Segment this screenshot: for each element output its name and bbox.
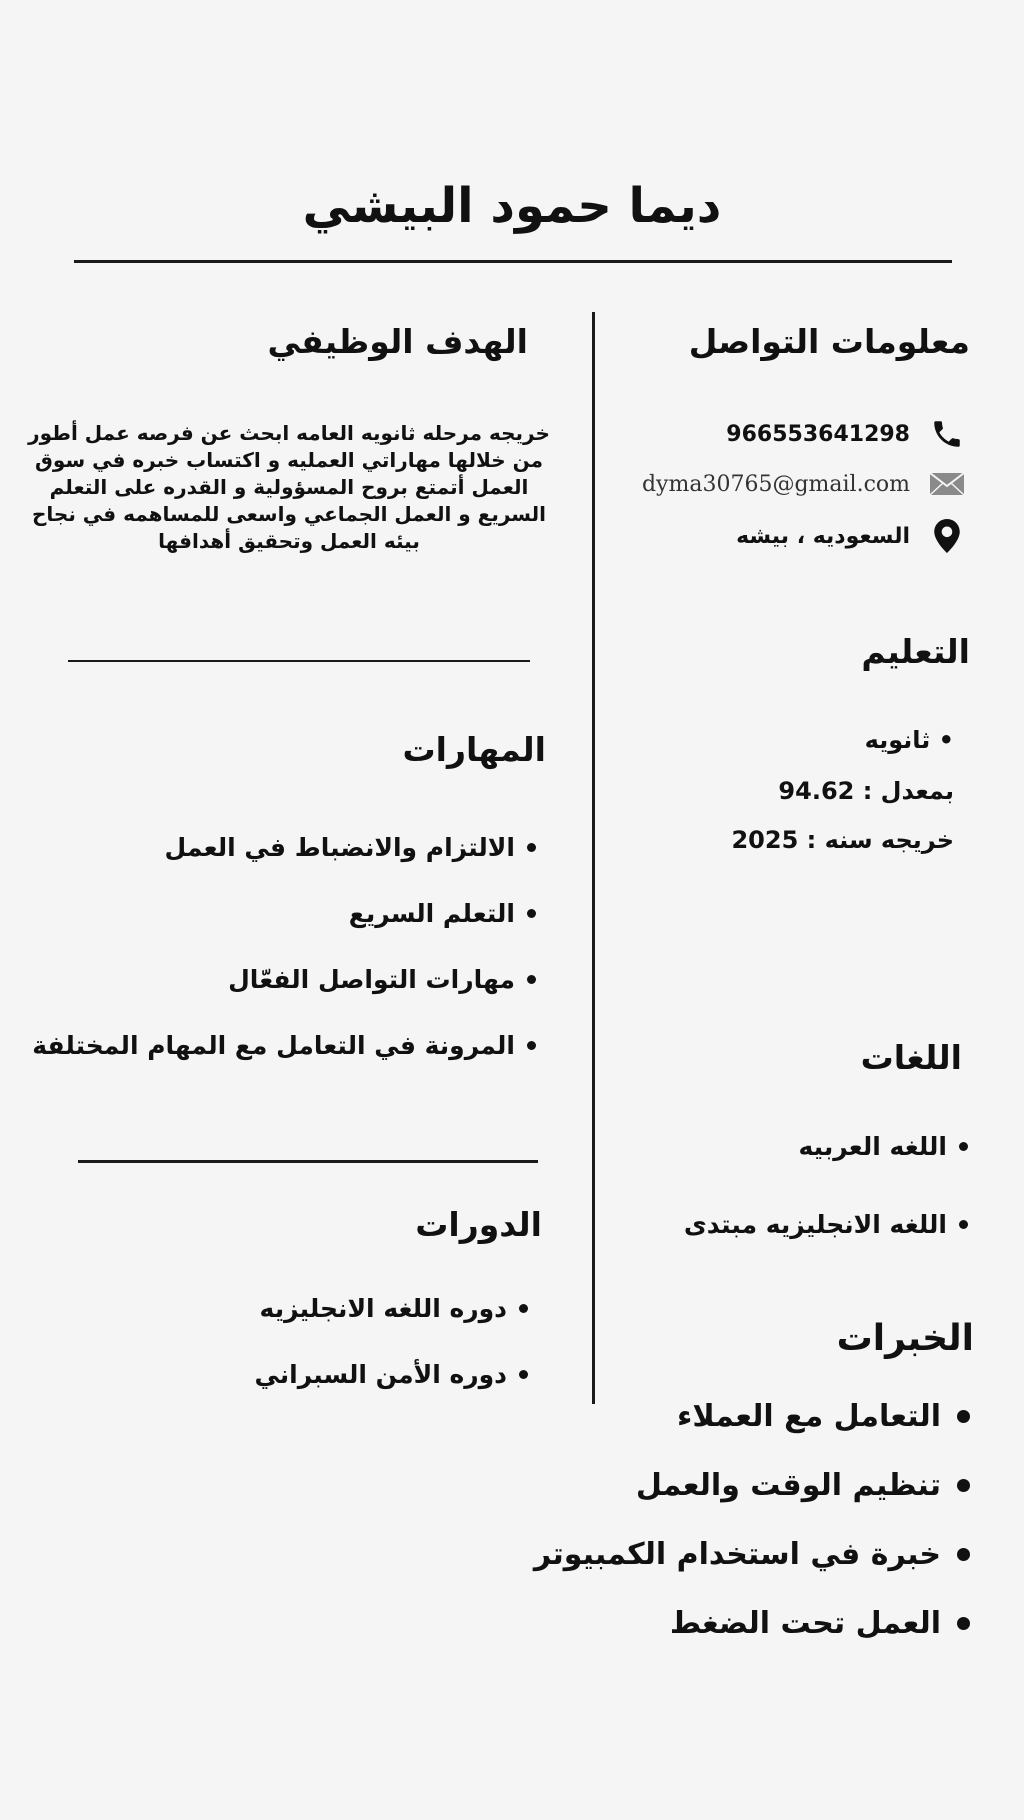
- list-item: [32, 1012, 536, 1078]
- bullet-dot: [957, 1479, 970, 1492]
- experience-list: [534, 1382, 970, 1658]
- email-address: dyma30765@gmail.com: [641, 471, 910, 497]
- skill-item: الالتزام والانضباط في العمل: [164, 832, 515, 862]
- course-item: دوره الأمن السبراني: [254, 1359, 507, 1389]
- experience-item: تنظيم الوقت والعمل: [635, 1468, 941, 1503]
- mail-icon: [924, 472, 970, 496]
- bullet-dot: [519, 1304, 528, 1313]
- courses-heading: الدورات: [415, 1205, 542, 1244]
- list-item: [534, 1451, 970, 1520]
- bullet-dot: [959, 1220, 968, 1229]
- contact-email-row: [642, 462, 970, 506]
- courses-list: [255, 1275, 529, 1407]
- list-item: [684, 1185, 968, 1263]
- contact-heading: معلومات التواصل: [688, 322, 970, 361]
- contact-location-row: [736, 514, 970, 558]
- language-item: اللغه الانجليزيه مبتدى: [683, 1209, 947, 1239]
- list-item: [32, 946, 536, 1012]
- languages-heading: اللغات: [860, 1038, 962, 1077]
- location-text: السعوديه ، بيشه: [736, 523, 910, 549]
- course-item: دوره اللغه الانجليزيه: [259, 1293, 507, 1323]
- experience-item: التعامل مع العملاء: [676, 1399, 941, 1434]
- education-graduation: خريجه سنه : 2025: [731, 826, 954, 854]
- experience-item: العمل تحت الضغط: [669, 1606, 941, 1641]
- cv-name: ديما حمود البيشي: [302, 178, 722, 234]
- education-grade: بمعدل : 94.62: [778, 777, 954, 805]
- list-item: [32, 814, 536, 880]
- bullet-dot: [519, 1370, 528, 1379]
- list-item: [32, 880, 536, 946]
- list-item: [684, 1107, 968, 1185]
- skills-list: [32, 814, 536, 1078]
- bullet-dot: [957, 1410, 970, 1423]
- objective-heading: الهدف الوظيفي: [267, 322, 528, 361]
- top-divider: [74, 260, 952, 263]
- skills-divider: [78, 1160, 538, 1163]
- skill-item: التعلم السريع: [348, 898, 515, 928]
- contact-phone-row: [726, 412, 970, 456]
- objective-divider: [68, 660, 530, 662]
- bullet-dot: [527, 1041, 536, 1050]
- bullet-dot: [957, 1548, 970, 1561]
- experience-heading: الخبرات: [836, 1318, 974, 1359]
- language-item: اللغه العربيه: [798, 1131, 947, 1161]
- bullet-dot: [959, 1142, 968, 1151]
- bullet-dot: [957, 1617, 970, 1630]
- list-item: [255, 1341, 529, 1407]
- bullet-dot: [527, 843, 536, 852]
- phone-number: 966553641298: [726, 421, 910, 447]
- objective-text: خريجه مرحله ثانويه العامه ابحث عن فرصه عمل أطور من خلالها مهاراتي العمليه و اكتساب خبره في سوق العمل أتمتع بروح المسؤولية و القدره على التعلم السريع و العمل الجماعي واسعى للمساهمه في نجاح بيئه العمل وتحقيق أهدافها: [28, 421, 550, 553]
- bullet-dot: [527, 975, 536, 984]
- location-pin-icon: [924, 519, 970, 553]
- list-item: [534, 1589, 970, 1658]
- skill-item: مهارات التواصل الفعّال: [228, 964, 515, 994]
- column-divider: [592, 312, 595, 1404]
- education-level: • ثانويه: [864, 726, 954, 754]
- experience-item: خبرة في استخدام الكمبيوتر: [533, 1537, 941, 1572]
- skills-heading: المهارات: [402, 730, 546, 769]
- phone-icon: [924, 417, 970, 451]
- list-item: [255, 1275, 529, 1341]
- skill-item: المرونة في التعامل مع المهام المختلفة: [32, 1030, 515, 1060]
- list-item: [534, 1382, 970, 1451]
- list-item: [534, 1520, 970, 1589]
- languages-list: [684, 1107, 968, 1263]
- education-heading: التعليم: [861, 632, 970, 671]
- bullet-dot: [527, 909, 536, 918]
